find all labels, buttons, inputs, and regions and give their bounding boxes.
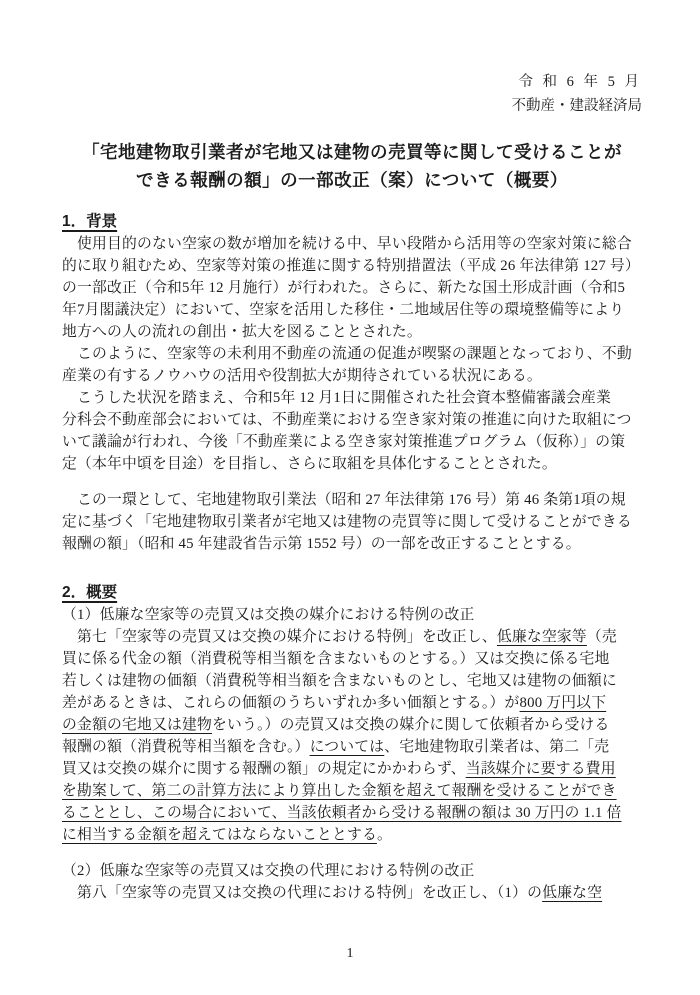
paragraph (62, 860, 642, 904)
paragraph (62, 604, 642, 846)
document-body (62, 210, 642, 904)
text-line: このように、空家等の未利用不動産の流通の促進が喫緊の課題となっており、不動 (62, 346, 632, 362)
paragraph (62, 233, 642, 343)
text-line: の金額の宅地又は建物をいう。）の売買又は交換の媒介に関して依頼者から受ける (62, 717, 610, 733)
text-line: この一環として、宅地建物取引業法（昭和 27 年法律第 176 号）第 46 条第1項の規 (62, 492, 626, 508)
text-line: の一部改正（令和5年 12 月施行）が行われた。さらに、新たな国土形成計画（令和5 (62, 280, 626, 296)
text-line: に相当する金額を超えてはならないこととする。 (62, 827, 392, 843)
text-line: 第八「空家等の売買又は交換の代理における特例」を改正し、（1）の低廉な空 (62, 885, 603, 901)
document-title (62, 138, 642, 194)
text-line: 差があるときは、これらの価額のうちいずれか多い価額とする。）が800 万円以下 (62, 695, 607, 711)
text-line: 使用目的のない空家の数が増加を続ける中、早い段階から活用等の空家対策に総合 (62, 236, 632, 252)
text-line: （2）低廉な空家等の売買又は交換の代理における特例の改正 (62, 863, 475, 879)
doc-title-line-1: 「宅地建物取引業者が宅地又は建物の売買等に関して受けることが (82, 142, 622, 162)
text-line: いて議論が行われ、今後「不動産業による空き家対策推進プログラム（仮称）」の策 (62, 434, 626, 450)
text-line: 定に基づく「宅地建物取引業者が宅地又は建物の売買等に関して受けることができる (62, 514, 632, 530)
doc-date: 令 和 6 年 5 月 (518, 74, 642, 90)
document-meta (62, 70, 642, 118)
paragraph (62, 343, 642, 387)
text-line: 若しくは建物の価額（消費税等相当額を含まないものとし、宅地又は建物の価額に (62, 673, 617, 689)
text-line: 第七「空家等の売買又は交換の媒介における特例」を改正し、低廉な空家等（売 (62, 629, 617, 645)
text-line: 産業の有するノウハウの活用や役割拡大が期待されている状況にある。 (62, 368, 542, 384)
text-line: 買に係る代金の額（消費税等相当額を含まないものとする。）又は交換に係る宅地 (62, 651, 610, 667)
text-line: 報酬の額（消費税等相当額を含む。）については、宅地建物取引業者は、第二「売 (62, 739, 610, 755)
blank-line (62, 555, 642, 565)
blank-line (62, 846, 642, 860)
doc-title-line-2: できる報酬の額」の一部改正（案）について（概要） (136, 170, 568, 190)
text-line: 買又は交換の媒介に関する報酬の額」の規定にかかわらず、当該媒介に要する費用 (62, 761, 616, 777)
paragraph (62, 489, 642, 555)
text-line: 定（本年中頃を目途）を目指し、さらに取組を具体化することとされた。 (62, 456, 557, 472)
doc-department: 不動産・建設経済局 (511, 98, 642, 114)
text-line: 年7月閣議決定）において、空家を活用した移住・二地域居住等の環境整備等により (62, 302, 625, 318)
text-line: を勘案して、第二の計算方法により算出した金額を超えて報酬を受けることができ (62, 783, 617, 799)
section-heading: 2．概要 (62, 584, 118, 601)
section-heading: 1．背景 (62, 213, 118, 230)
paragraph (62, 387, 642, 475)
text-line: こうした状況を踏まえ、令和5年 12 月1日に開催された社会資本整備審議会産業 (62, 390, 611, 406)
text-line: （1）低廉な空家等の売買又は交換の媒介における特例の改正 (62, 607, 475, 623)
text-line: ることとし、この場合において、当該依頼者から受ける報酬の額は 30 万円の 1.1 倍 (62, 805, 622, 821)
page-number: 1 (346, 946, 354, 961)
blank-line (62, 475, 642, 489)
text-line: 分科会不動産部会においては、不動産業における空き家対策の推進に向けた取組につ (62, 412, 632, 428)
text-line: 的に取り組むため、空家等対策の推進に関する特別措置法（平成 26 年法律第 127 号） (62, 258, 640, 274)
text-line: 報酬の額」（昭和 45 年建設省告示第 1552 号）の一部を改正することとする。 (62, 536, 581, 552)
text-line: 地方への人の流れの創出・拡大を図ることとされた。 (62, 324, 422, 340)
